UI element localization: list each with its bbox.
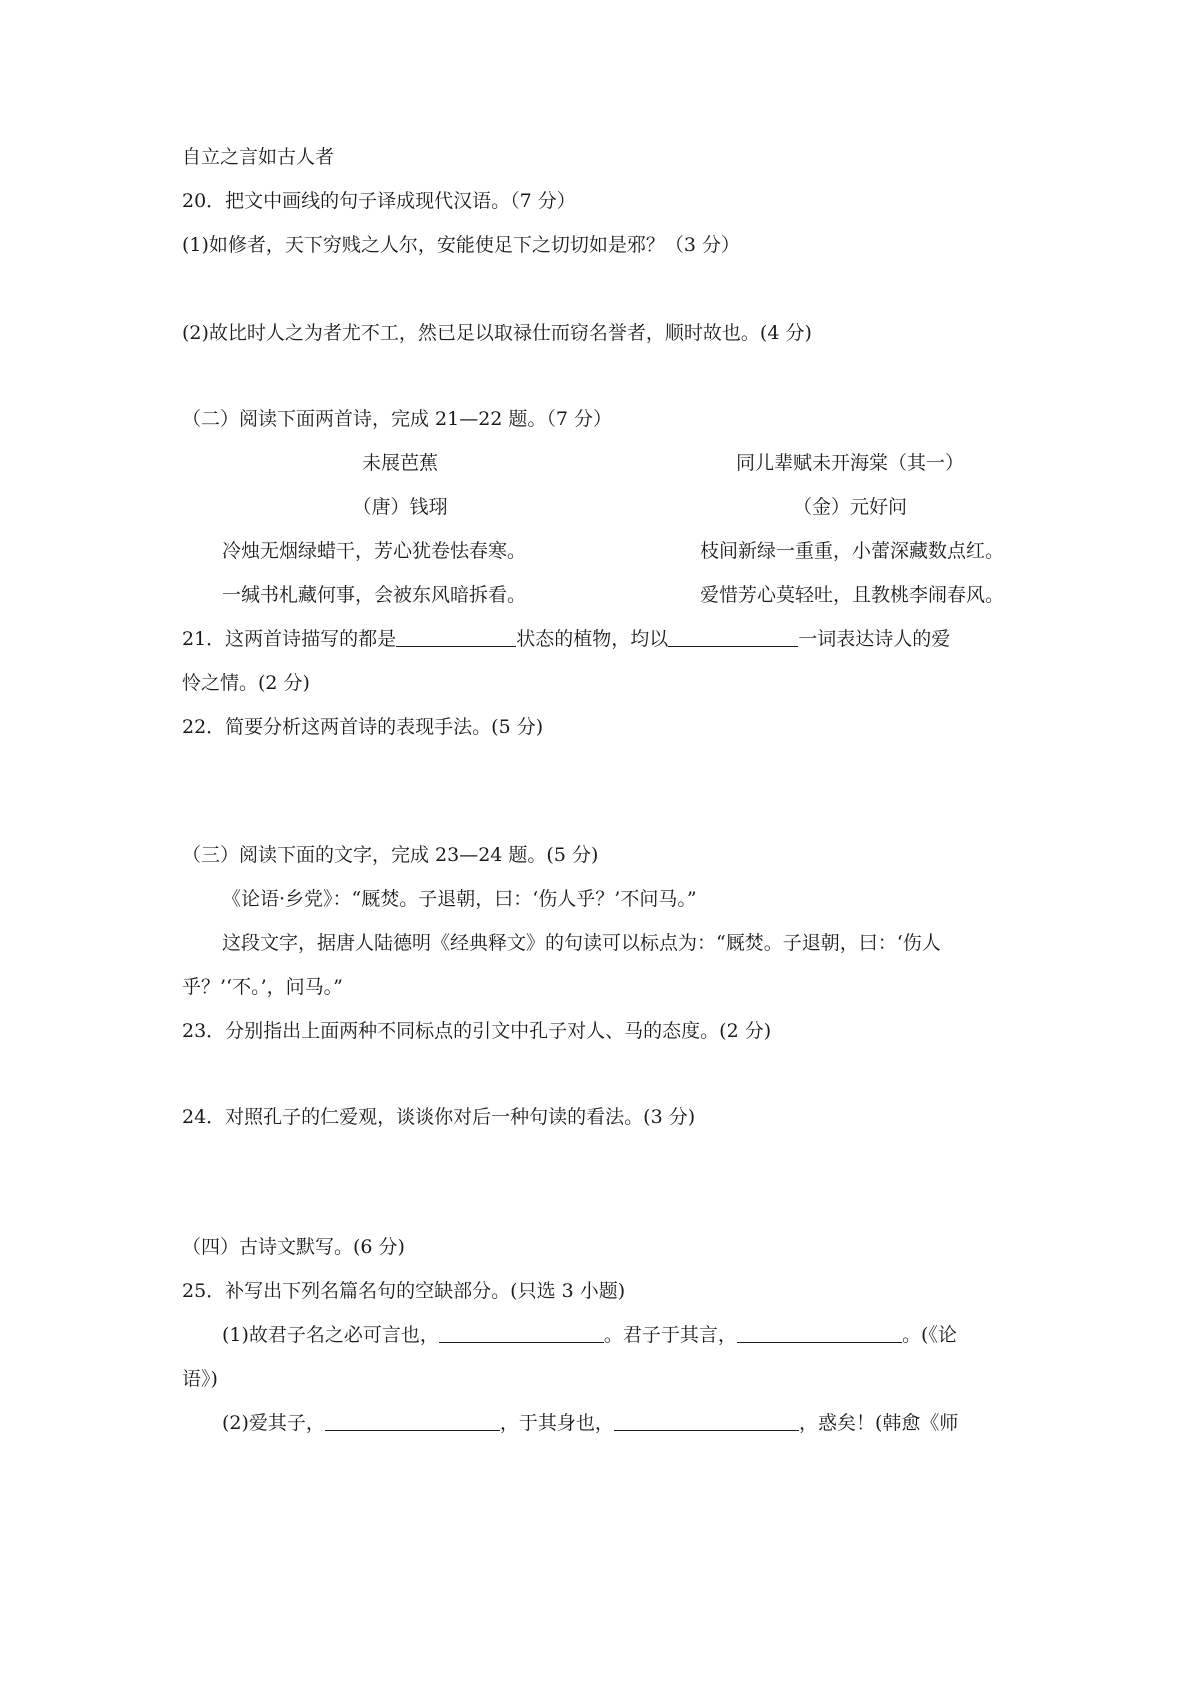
poem-1-title: 未展芭蕉 [361,452,438,474]
question-25-1-text-c: 。(《论 [901,1324,957,1346]
text-line: 自立之言如古人者 [182,146,335,168]
question-25-1 [222,1323,957,1347]
passage-line: 这段文字，据唐人陆德明《经典释文》的句读可以标点为：“厩焚。子退朝，曰：‘伤人 [222,932,941,954]
poem-2-title: 同儿辈赋未开海棠（其一） [735,452,964,474]
question-20: 20．把文中画线的句子译成现代汉语。（7 分） [182,190,576,212]
question-24: 24．对照孔子的仁爱观，谈谈你对后一种句读的看法。(3 分) [182,1106,696,1128]
passage-line: 乎？’‘不。’，问马。” [182,976,343,998]
poem-1-author: （唐）钱珝 [352,496,448,518]
answer-blank[interactable] [737,1324,902,1343]
answer-blank[interactable] [396,628,516,647]
question-20-2: (2)故比时人之为者尤不工，然已足以取禄仕而窃名誉者，顺时故也。(4 分) [182,322,812,344]
question-21-text-b: 状态的植物，均以 [516,628,669,650]
question-22: 22．简要分析这两首诗的表现手法。(5 分) [182,716,544,738]
answer-blank[interactable] [668,628,798,647]
question-21 [182,627,950,651]
section-3-heading: （三）阅读下面的文字，完成 23—24 题。(5 分) [182,844,599,866]
answer-blank[interactable] [325,1412,500,1431]
question-25-2 [222,1411,958,1435]
poem-2-line-1: 枝间新绿一重重，小蕾深藏数点红。 [700,540,1005,562]
question-25-1-continued: 语》) [182,1368,218,1390]
section-2-heading: （二）阅读下面两首诗，完成 21—22 题。（7 分） [182,408,613,430]
question-25-1-text-b: 。君子于其言， [603,1324,737,1346]
answer-blank[interactable] [439,1324,604,1343]
question-20-1: (1)如修者，天下穷贱之人尔，安能使足下之切切如是邪？（3 分） [182,234,741,256]
question-25-2-text-c: ，惑矣！(韩愈《师 [798,1412,959,1434]
section-4-heading: （四）古诗文默写。(6 分) [182,1236,405,1258]
passage-line: 《论语·乡党》：“厩焚。子退朝，曰：‘伤人乎？’不问马。” [222,888,697,910]
poem-2-author: （金）元好问 [792,496,907,518]
poem-1-line-1: 冷烛无烟绿蜡干，芳心犹卷怯春寒。 [222,540,527,562]
question-25-2-text-b: ，于其身也， [499,1412,614,1434]
question-21-text-a: 21．这两首诗描写的都是 [182,628,397,650]
question-25-2-text-a: (2)爱其子， [222,1412,325,1434]
question-21-continued: 怜之情。(2 分) [182,672,310,694]
poem-1-line-2: 一缄书札藏何事，会被东风暗拆看。 [222,584,527,606]
poem-2-line-2: 爱惜芳心莫轻吐，且教桃李闹春风。 [700,584,1005,606]
question-23: 23．分别指出上面两种不同标点的引文中孔子对人、马的态度。(2 分) [182,1020,772,1042]
question-25: 25．补写出下列名篇名句的空缺部分。(只选 3 小题) [182,1280,626,1302]
question-25-1-text-a: (1)故君子名之必可言也， [222,1324,439,1346]
answer-blank[interactable] [614,1412,799,1431]
question-21-text-c: 一词表达诗人的爱 [798,628,951,650]
